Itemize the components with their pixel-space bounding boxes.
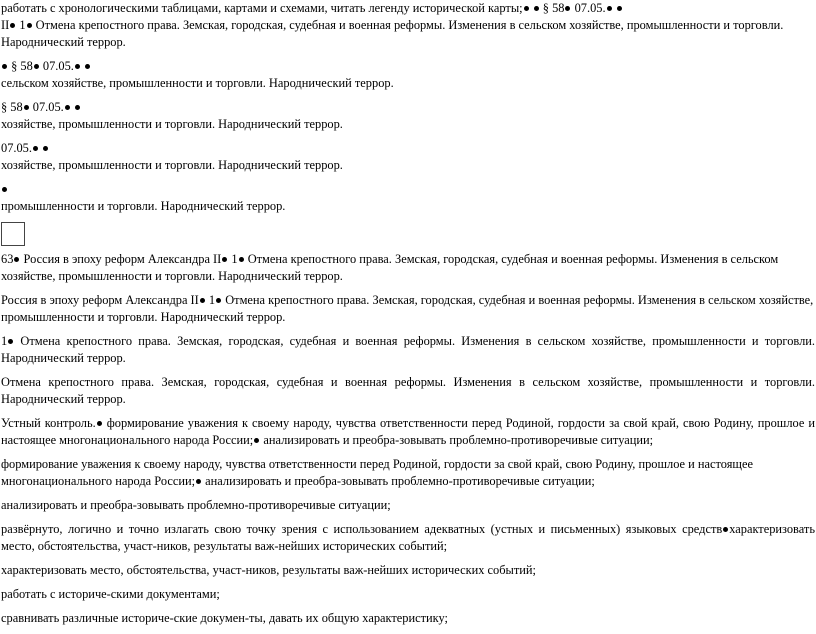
text-fragment: анализировать и преобра-зовывать проблемно-противоречивые ситуации; — [260, 433, 654, 447]
text-paragraph — [1, 58, 815, 92]
bullet-icon — [222, 257, 227, 262]
text-paragraph — [1, 17, 815, 51]
text-fragment: Отмена крепостного права. Земская, городская, судебная и военная реформы. Изменения в сельском хозяйстве, промышленности и торговли. Народнический террор. — [1, 334, 815, 365]
text-fragment: формирование уважения к своему народу, чувства ответственности перед Родиной, гордости за свой край, свою Родину, прошлое и настоящее многонационального народа России; — [1, 457, 753, 488]
text-fragment: работать с историче-скими документами; — [1, 587, 220, 601]
bullet-icon — [723, 527, 728, 532]
text-fragment: 1 — [16, 18, 26, 32]
text-fragment: § 58 — [539, 1, 565, 15]
text-fragment: Отмена крепостного права. Земская, городская, судебная и военная реформы. Изменения в сельском хозяйстве, промышленности и торговли. Народнический террор. — [1, 375, 815, 406]
text-paragraph — [1, 562, 815, 579]
bullet-icon — [27, 23, 32, 28]
text-paragraph — [1, 251, 815, 285]
image-placeholder — [1, 222, 25, 246]
text-paragraph — [1, 586, 815, 603]
bullet-icon — [2, 187, 7, 192]
bullet-icon — [65, 105, 70, 110]
text-paragraph — [1, 415, 815, 449]
text-fragment: Отмена крепостного права. Земская, городская, судебная и военная реформы. Изменения в сельском хозяйстве, промышленности и торговли. Народнический террор. — [1, 18, 784, 49]
text-fragment: § 58 — [1, 100, 23, 114]
bullet-icon — [524, 6, 529, 11]
bullet-icon — [85, 64, 90, 69]
bullet-icon — [565, 6, 570, 11]
text-paragraph — [1, 99, 815, 133]
text-fragment: сельском хозяйстве, промышленности и торговли. Народнический террор. — [1, 76, 394, 90]
text-fragment: хозяйстве, промышленности и торговли. Народнический террор. — [1, 117, 343, 131]
text-paragraph — [1, 456, 815, 490]
bullet-icon — [75, 105, 80, 110]
text-paragraph — [1, 140, 815, 174]
text-fragment: 07.05. — [39, 59, 74, 73]
bullet-icon — [534, 6, 539, 11]
text-fragment: 63 — [1, 252, 14, 266]
text-fragment: Россия в эпоху реформ Александра II — [1, 293, 199, 307]
bullet-icon — [34, 64, 39, 69]
text-fragment: промышленности и торговли. Народнический террор. — [1, 199, 286, 213]
bullet-icon — [24, 105, 29, 110]
text-fragment: характеризовать место, обстоятельства, участ-ников, результаты важ-нейших исторических событий; — [1, 563, 536, 577]
bullet-icon — [607, 6, 612, 11]
text-paragraph — [1, 610, 815, 627]
text-fragment: развёрнуто, логично и точно излагать свою точку зрения с использованием адекватных (устных и письменных) языковых средств — [1, 522, 723, 536]
text-fragment: 1 — [205, 293, 216, 307]
text-fragment: Отмена крепостного права. Земская, городская, судебная и военная реформы. Изменения в сельском хозяйстве, промышленности и торговли. Народнический террор. — [1, 252, 779, 283]
text-paragraph — [1, 374, 815, 408]
text-fragment: II — [1, 18, 10, 32]
bullet-icon — [2, 64, 7, 69]
text-fragment: хозяйстве, промышленности и торговли. Народнический террор. — [1, 158, 343, 172]
bullet-icon — [216, 298, 221, 303]
bullet-icon — [254, 438, 259, 443]
bullet-icon — [14, 257, 19, 262]
bullet-icon — [97, 421, 102, 426]
bullet-icon — [617, 6, 622, 11]
bullet-icon — [75, 64, 80, 69]
text-fragment: Отмена крепостного права. Земская, городская, судебная и военная реформы. Изменения в сельском хозяйстве, промышленности и торговли. Народнический террор. — [1, 293, 814, 324]
text-fragment: сравнивать различные историче-ские докумен-ты, давать их общую характеристику; — [1, 611, 448, 625]
bullet-icon — [33, 146, 38, 151]
text-fragment: 1 — [1, 334, 8, 348]
text-fragment: 1 — [228, 252, 238, 266]
bullet-icon — [200, 298, 205, 303]
text-fragment: 07.05. — [29, 100, 64, 114]
text-fragment: 07.05. — [571, 1, 606, 15]
text-fragment: 07.05. — [1, 141, 32, 155]
text-fragment: Россия в эпоху реформ Александра II — [20, 252, 222, 266]
text-fragment: анализировать и преобра-зовывать проблемно-противоречивые ситуации; — [202, 474, 595, 488]
text-fragment: формирование уважения к своему народу, чувства ответственности перед Родиной, гордости за свой край, свою Родину, прошлое и настоящее многонационального народа России; — [1, 416, 815, 447]
text-paragraph — [1, 292, 815, 326]
text-fragment: работать с хронологическими таблицами, картами и схемами, читать легенду исторической карты; — [1, 1, 523, 15]
bullet-icon — [239, 257, 244, 262]
text-fragment: характеризовать место, обстоятельства, участ-ников, результаты важ-нейших исторических событий; — [1, 522, 815, 553]
text-paragraph — [1, 181, 815, 215]
bullet-icon — [43, 146, 48, 151]
text-fragment: § 58 — [8, 59, 33, 73]
text-fragment: анализировать и преобра-зовывать проблемно-противоречивые ситуации; — [1, 498, 391, 512]
text-fragment: Устный контроль. — [1, 416, 96, 430]
text-paragraph — [1, 333, 815, 367]
text-paragraph — [1, 497, 815, 514]
bullet-icon — [196, 479, 201, 484]
document-body — [1, 0, 815, 634]
text-line — [1, 0, 815, 17]
bullet-icon — [8, 339, 13, 344]
bullet-icon — [10, 23, 15, 28]
text-paragraph — [1, 521, 815, 555]
